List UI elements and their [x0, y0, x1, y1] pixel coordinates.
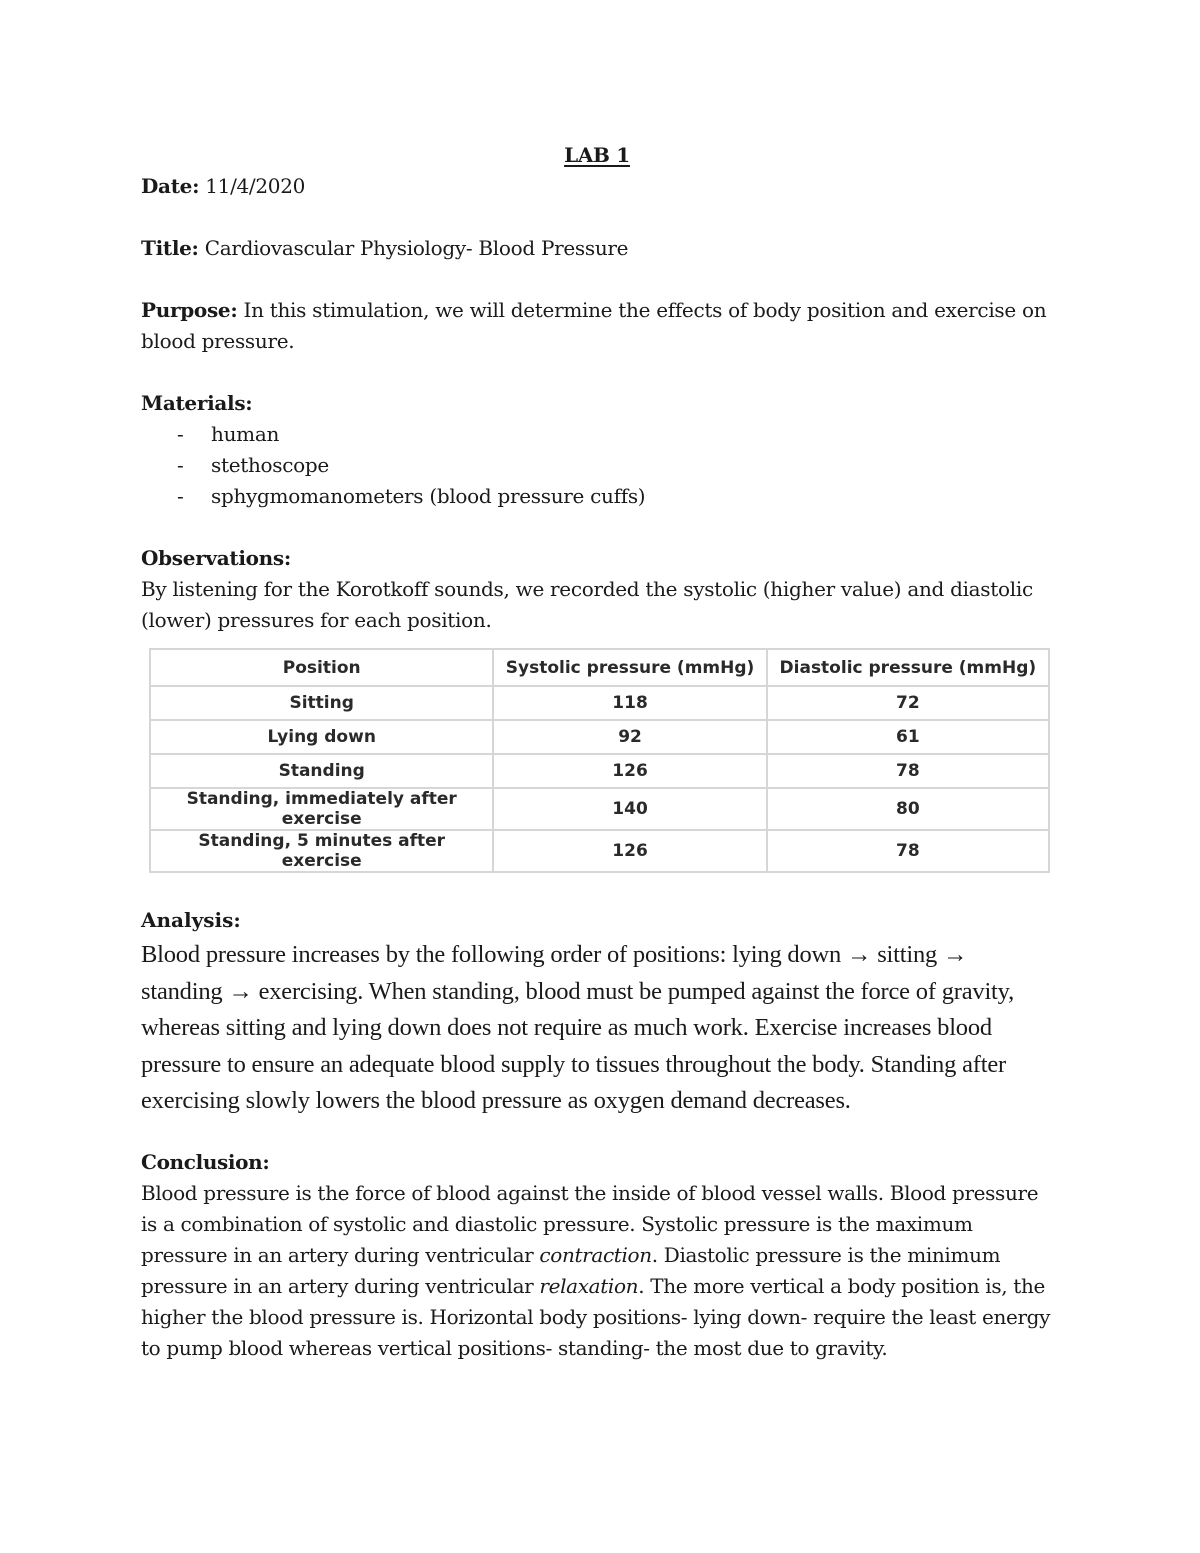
- table-row: [150, 720, 1049, 754]
- purpose-paragraph: [141, 295, 1053, 357]
- list-item: - human: [177, 422, 280, 446]
- table-row: [150, 788, 1049, 830]
- title-value: Cardiovascular Physiology- Blood Pressure: [204, 236, 629, 260]
- observations-text: By listening for the Korotkoff sounds, we recorded the systolic (higher value) and diastolic (lower) pressures for each position.: [141, 577, 1033, 632]
- materials-label: Materials:: [141, 391, 253, 415]
- material-item: stethoscope: [211, 453, 329, 477]
- analysis-text: Blood pressure increases by the following order of positions: lying down → sitting → standing → exercising. When standing, blood must be pumped against the force of gravity, whereas sitting and lying down does not require as much work. Exercise increases blood pressure to ensure an adequate blood supply to tissues throughout the body. Standing after exercising slowly lowers the blood pressure as oxygen demand decreases.: [141, 941, 1015, 1114]
- materials-list: [141, 419, 1053, 512]
- table-header-row: [150, 649, 1049, 686]
- conclusion-label: Conclusion:: [141, 1150, 270, 1174]
- diastolic-cell: 72: [767, 686, 1049, 720]
- column-header-systolic: Systolic pressure (mmHg): [493, 649, 766, 686]
- observations-label: Observations:: [141, 546, 291, 570]
- purpose-text: In this stimulation, we will determine the effects of body position and exercise on blood pressure.: [141, 298, 1047, 353]
- position-cell: Standing, immediately after exercise: [150, 788, 493, 830]
- table-row: [150, 686, 1049, 720]
- list-item: - sphygmomanometers (blood pressure cuffs): [177, 484, 646, 508]
- list-item: - stethoscope: [177, 453, 329, 477]
- conclusion-text: [141, 1178, 1056, 1364]
- title-line: [141, 233, 1053, 264]
- conclusion-emphasis-relaxation: relaxation: [539, 1274, 639, 1298]
- date-label: Date:: [141, 174, 200, 198]
- material-item: sphygmomanometers (blood pressure cuffs): [211, 484, 646, 508]
- conclusion-section: [141, 1147, 1056, 1364]
- systolic-cell: 118: [493, 686, 766, 720]
- conclusion-text-part: . The more vertical a body position is, the higher the blood pressure is. Horizontal body positions- lying down- require the least energy to pump blood whereas vertical positions- standing- the most due to gravity.: [141, 1274, 1051, 1360]
- document-page: [141, 140, 1053, 636]
- purpose-label: Purpose:: [141, 298, 238, 322]
- position-cell: Sitting: [150, 686, 493, 720]
- position-cell: Standing: [150, 754, 493, 788]
- systolic-cell: 126: [493, 754, 766, 788]
- conclusion-text-part: . Diastolic pressure is the minimum pressure in an artery during ventricular: [141, 1243, 1001, 1298]
- conclusion-text-part: Blood pressure is the force of blood against the inside of blood vessel walls. Blood pressure is a combination of systolic and diastolic pressure. Systolic pressure is the maximum pressure in an artery during ventricular: [141, 1181, 1039, 1267]
- analysis-label: Analysis:: [141, 908, 241, 932]
- systolic-cell: 92: [493, 720, 766, 754]
- material-item: human: [211, 422, 280, 446]
- table-row: [150, 754, 1049, 788]
- date-value: 11/4/2020: [205, 174, 306, 198]
- diastolic-cell: 61: [767, 720, 1049, 754]
- title-label: Title:: [141, 236, 199, 260]
- position-cell: Standing, 5 minutes after exercise: [150, 830, 493, 872]
- position-cell: Lying down: [150, 720, 493, 754]
- document-title: LAB 1: [564, 143, 630, 167]
- systolic-cell: 126: [493, 830, 766, 872]
- table-row: [150, 830, 1049, 872]
- column-header-diastolic: Diastolic pressure (mmHg): [767, 649, 1049, 686]
- diastolic-cell: 80: [767, 788, 1049, 830]
- blood-pressure-table: [149, 648, 1050, 873]
- conclusion-emphasis-contraction: contraction: [539, 1243, 652, 1267]
- diastolic-cell: 78: [767, 754, 1049, 788]
- systolic-cell: 140: [493, 788, 766, 830]
- date-line: [141, 171, 1053, 202]
- column-header-position: Position: [150, 649, 493, 686]
- diastolic-cell: 78: [767, 830, 1049, 872]
- analysis-section: [141, 905, 1053, 1120]
